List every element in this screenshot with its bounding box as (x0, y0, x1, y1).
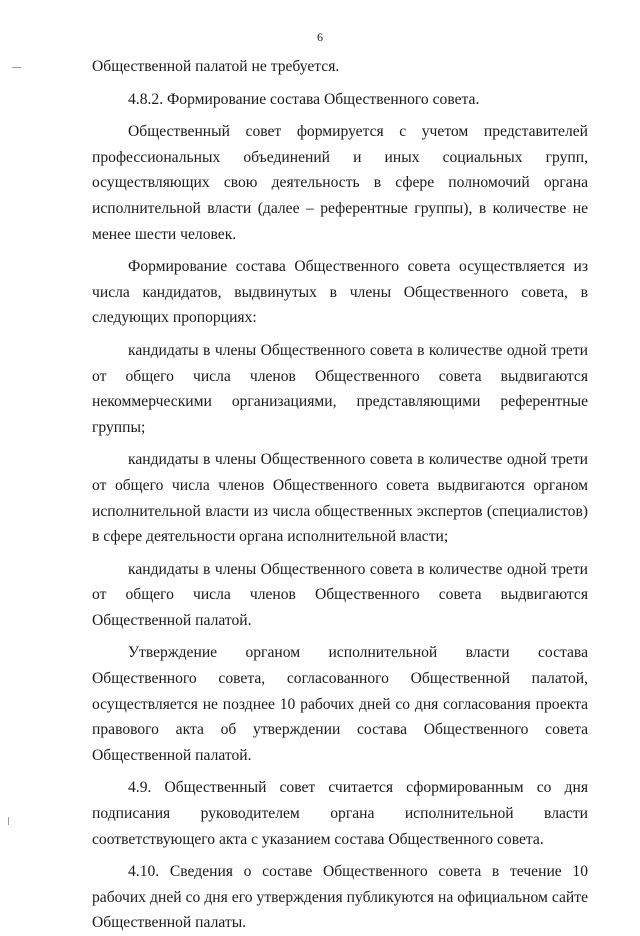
section-4-9: 4.9. Общественный совет считается сформированным со дня подписания руководителем органа исполнительной власти соответствующего акта с указанием состава Общественного совета. (92, 779, 588, 848)
page-number: 6 (317, 30, 323, 44)
list-item-nonprofit-candidates: кандидаты в члены Общественного совета в количестве одной трети от общего числа членов Общественного совета выдвигаются некоммерческими организациями, представляющими референтные группы; (92, 341, 588, 436)
document-body (92, 54, 588, 936)
paragraph-council-composition: Общественный совет формируется с учетом представителей профессиональных объединений и иных социальных групп, осуществляющих свою деятельность в сфере полномочий органа исполнительной власти (далее – референтные группы), в количестве не менее шести человек. (92, 123, 588, 243)
list-item-chamber-candidates: кандидаты в члены Общественного совета в количестве одной трети от общего числа членов Общественного совета выдвигаются Общественной палатой. (92, 560, 588, 629)
scan-mark-left-bottom (8, 817, 9, 825)
paragraph-formation-proportions: Формирование состава Общественного совета осуществляется из числа кандидатов, выдвинутых в члены Общественного совета, в следующих пропорциях: (92, 258, 588, 327)
scan-mark-left-top (12, 67, 21, 68)
list-item-executive-candidates: кандидаты в члены Общественного совета в количестве одной трети от общего числа членов Общественного совета выдвигаются органом исполнительной власти из числа общественных экспертов (специалистов) в сфере деятельности органа исполнительной власти; (92, 451, 588, 546)
section-heading-4-8-2: 4.8.2. Формирование состава Общественного совета. (128, 90, 480, 108)
paragraph-approval: Утверждение органом исполнительной власти состава Общественного совета, согласованного Общественной палатой, осуществляется не позднее 10 рабочих дней со дня согласования проекта правового акта об утверждении состава Общественного совета Общественной палатой. (92, 644, 588, 764)
paragraph-continuation: Общественной палатой не требуется. (92, 58, 340, 75)
section-4-10: 4.10. Сведения о составе Общественного совета в течение 10 рабочих дней со дня его утверждения публикуются на официальном сайте Общественной палаты. (92, 863, 588, 932)
